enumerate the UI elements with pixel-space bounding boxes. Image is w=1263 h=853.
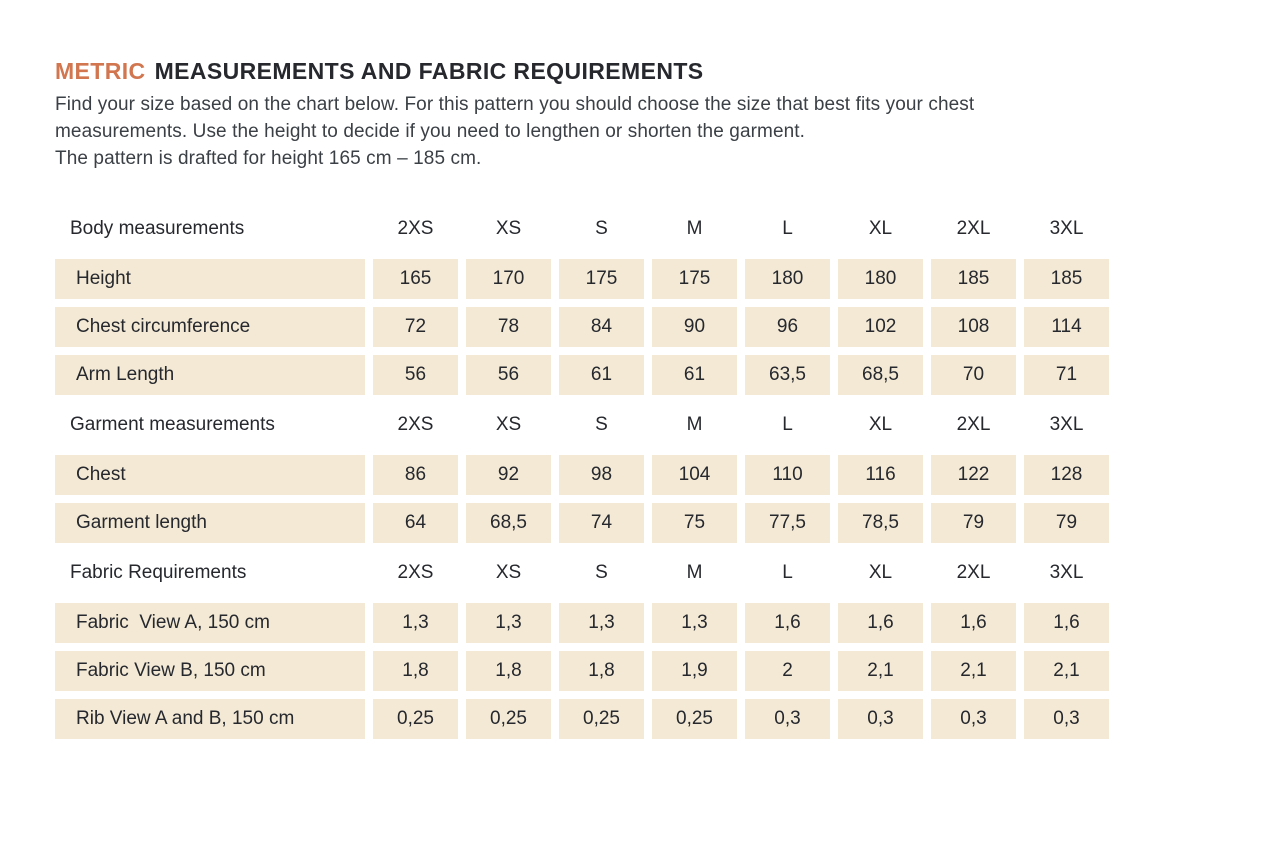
size-column-header: M xyxy=(686,218,703,239)
row-value: 1,3 xyxy=(373,603,458,643)
row-value: 128 xyxy=(1024,455,1109,495)
intro-line: measurements. Use the height to decide if you need to lengthen or shorten the garment. xyxy=(55,121,806,142)
intro-line: The pattern is drafted for height 165 cm – 185 cm. xyxy=(55,148,482,169)
size-column-header: 3XL xyxy=(1049,218,1084,239)
row-value: 0,3 xyxy=(745,699,830,739)
row-value: 0,25 xyxy=(373,699,458,739)
table-row-chest-circumference xyxy=(55,307,1263,347)
row-value: 90 xyxy=(652,307,737,347)
row-value: 72 xyxy=(373,307,458,347)
section-header-row-garment-measurements xyxy=(55,405,1263,445)
table-row-arm-length xyxy=(55,355,1263,395)
row-label: Garment length xyxy=(55,503,365,543)
size-column-header: L xyxy=(782,562,793,583)
row-label: Arm Length xyxy=(55,355,365,395)
row-value: 0,25 xyxy=(652,699,737,739)
table-row-rib-view-a-and-b xyxy=(55,699,1263,739)
row-value: 1,8 xyxy=(466,651,551,691)
size-column-header: S xyxy=(595,218,608,239)
size-column-header: XL xyxy=(868,218,893,239)
page-title xyxy=(55,56,1263,86)
row-label: Rib View A and B, 150 cm xyxy=(55,699,365,739)
row-label: Fabric View B, 150 cm xyxy=(55,651,365,691)
row-value: 1,3 xyxy=(559,603,644,643)
size-column-header: 2XL xyxy=(956,218,991,239)
size-column-header: XL xyxy=(868,414,893,435)
section-header-label: Body measurements xyxy=(70,218,245,239)
size-column-header: M xyxy=(686,414,703,435)
row-value: 114 xyxy=(1024,307,1109,347)
size-column-header: 3XL xyxy=(1049,562,1084,583)
size-column-header: XS xyxy=(495,218,522,239)
row-value: 2,1 xyxy=(931,651,1016,691)
row-value: 92 xyxy=(466,455,551,495)
size-column-header: 2XL xyxy=(956,562,991,583)
row-value: 98 xyxy=(559,455,644,495)
section-header-label: Fabric Requirements xyxy=(70,562,247,583)
row-value: 175 xyxy=(559,259,644,299)
row-value: 86 xyxy=(373,455,458,495)
row-value: 175 xyxy=(652,259,737,299)
row-value: 2,1 xyxy=(838,651,923,691)
row-value: 2 xyxy=(745,651,830,691)
row-value: 70 xyxy=(931,355,1016,395)
row-value: 79 xyxy=(1024,503,1109,543)
table-row-height xyxy=(55,259,1263,299)
table-row-garment-length xyxy=(55,503,1263,543)
size-column-header: 2XL xyxy=(956,414,991,435)
row-value: 74 xyxy=(559,503,644,543)
size-column-header: L xyxy=(782,414,793,435)
row-value: 0,3 xyxy=(931,699,1016,739)
row-value: 1,8 xyxy=(373,651,458,691)
row-value: 1,6 xyxy=(745,603,830,643)
row-value: 71 xyxy=(1024,355,1109,395)
row-value: 56 xyxy=(373,355,458,395)
row-value: 64 xyxy=(373,503,458,543)
row-value: 61 xyxy=(559,355,644,395)
row-value: 56 xyxy=(466,355,551,395)
row-value: 0,3 xyxy=(838,699,923,739)
row-value: 75 xyxy=(652,503,737,543)
row-value: 108 xyxy=(931,307,1016,347)
size-column-header: M xyxy=(686,562,703,583)
size-column-header: L xyxy=(782,218,793,239)
table-row-fabric-view-b xyxy=(55,651,1263,691)
row-value: 104 xyxy=(652,455,737,495)
row-label: Fabric View A, 150 cm xyxy=(55,603,365,643)
row-value: 1,9 xyxy=(652,651,737,691)
size-column-header: S xyxy=(595,562,608,583)
row-value: 185 xyxy=(931,259,1016,299)
section-header-label: Garment measurements xyxy=(70,414,275,435)
row-value: 68,5 xyxy=(466,503,551,543)
row-label: Chest xyxy=(55,455,365,495)
page-title-highlight: METRIC xyxy=(55,58,146,84)
row-value: 185 xyxy=(1024,259,1109,299)
size-column-header: XS xyxy=(495,414,522,435)
row-value: 122 xyxy=(931,455,1016,495)
row-value: 180 xyxy=(838,259,923,299)
row-value: 170 xyxy=(466,259,551,299)
row-value: 1,6 xyxy=(931,603,1016,643)
row-value: 165 xyxy=(373,259,458,299)
section-header-row-fabric-requirements xyxy=(55,553,1263,593)
table-row-chest xyxy=(55,455,1263,495)
row-value: 78 xyxy=(466,307,551,347)
size-column-header: XL xyxy=(868,562,893,583)
row-value: 0,25 xyxy=(466,699,551,739)
row-value: 1,8 xyxy=(559,651,644,691)
row-value: 77,5 xyxy=(745,503,830,543)
row-value: 102 xyxy=(838,307,923,347)
row-value: 84 xyxy=(559,307,644,347)
row-value: 180 xyxy=(745,259,830,299)
row-label: Chest circumference xyxy=(55,307,365,347)
size-column-header: 2XS xyxy=(397,414,434,435)
row-value: 1,6 xyxy=(838,603,923,643)
row-value: 61 xyxy=(652,355,737,395)
intro-paragraph xyxy=(55,91,1263,172)
row-label: Height xyxy=(55,259,365,299)
row-value: 0,3 xyxy=(1024,699,1109,739)
row-value: 63,5 xyxy=(745,355,830,395)
intro-line: Find your size based on the chart below. For this pattern you should choose the size that best fits your chest xyxy=(55,94,975,115)
size-column-header: 2XS xyxy=(397,562,434,583)
page-title-rest: MEASUREMENTS AND FABRIC REQUIREMENTS xyxy=(154,58,704,84)
row-value: 78,5 xyxy=(838,503,923,543)
size-chart-table xyxy=(55,209,1263,739)
size-column-header: S xyxy=(595,414,608,435)
row-value: 1,3 xyxy=(652,603,737,643)
row-value: 96 xyxy=(745,307,830,347)
row-value: 1,6 xyxy=(1024,603,1109,643)
size-column-header: XS xyxy=(495,562,522,583)
size-column-header: 3XL xyxy=(1049,414,1084,435)
row-value: 116 xyxy=(838,455,923,495)
table-row-fabric-view-a xyxy=(55,603,1263,643)
row-value: 68,5 xyxy=(838,355,923,395)
row-value: 1,3 xyxy=(466,603,551,643)
row-value: 110 xyxy=(745,455,830,495)
row-value: 2,1 xyxy=(1024,651,1109,691)
row-value: 0,25 xyxy=(559,699,644,739)
section-header-row-body-measurements xyxy=(55,209,1263,249)
row-value: 79 xyxy=(931,503,1016,543)
size-column-header: 2XS xyxy=(397,218,434,239)
